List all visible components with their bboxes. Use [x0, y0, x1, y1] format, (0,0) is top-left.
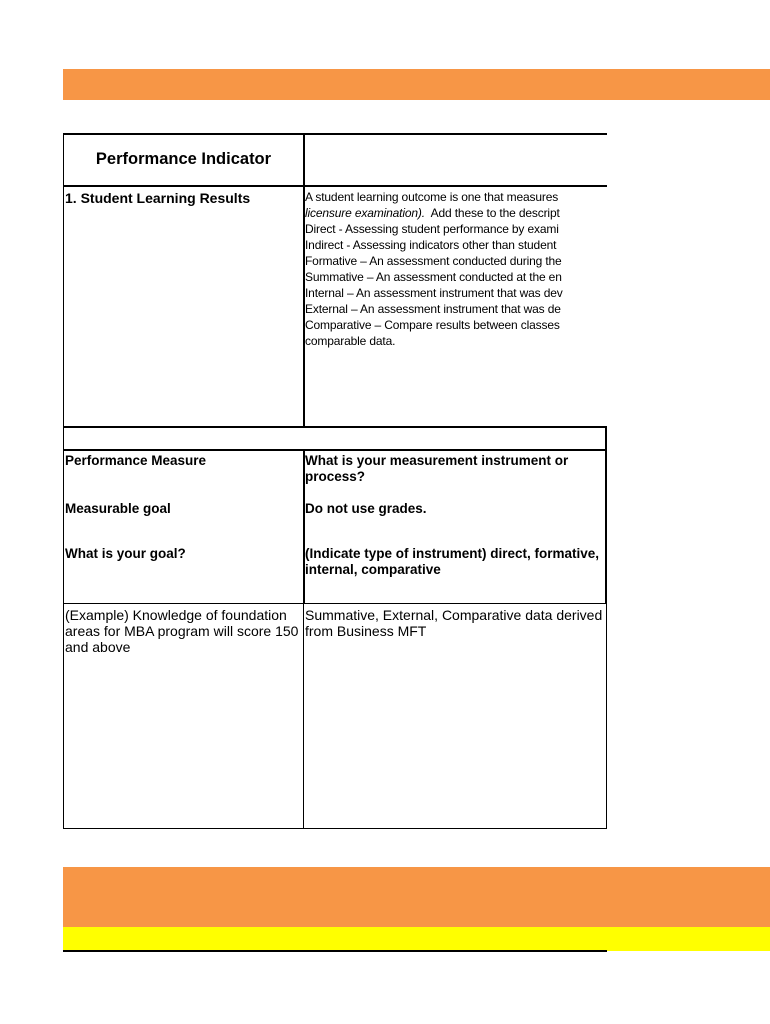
top-orange-band	[63, 69, 770, 100]
bottom-orange-band	[63, 867, 770, 927]
description-line: Direct - Assessing student performance by exami	[305, 222, 559, 236]
table-left-border	[63, 133, 64, 829]
description-line: Comparative – Compare results between classes	[305, 318, 560, 332]
table-right-border-example	[606, 603, 607, 829]
description-line: External – An assessment instrument that was de	[305, 302, 561, 316]
example-goal: (Example) Knowledge of foundation areas for MBA program will score 150 and above	[65, 607, 299, 655]
description-line	[305, 205, 606, 221]
column-divider-example	[303, 603, 304, 829]
measurement-instrument-question: What is your measurement instrument or process?	[305, 453, 569, 484]
instrument-types-note: (Indicate type of instrument) direct, formative, internal, comparative	[305, 546, 600, 577]
section-title: 1. Student Learning Results	[65, 190, 251, 206]
description-text: Add these to the descript	[424, 206, 560, 220]
description-italic: licensure examination).	[305, 206, 425, 220]
bottom-yellow-band	[63, 927, 770, 951]
example-instrument: Summative, External, Comparative data derived from Business MFT	[305, 607, 603, 639]
description-line: Summative – An assessment conducted at the en	[305, 270, 562, 284]
section-description	[305, 189, 606, 349]
performance-measure-label: Performance Measure	[65, 453, 207, 468]
description-line: Internal – An assessment instrument that was dev	[305, 286, 563, 300]
table-bottom-border	[63, 828, 607, 829]
performance-indicator-heading: Performance Indicator	[95, 150, 272, 168]
measurable-goal-label: Measurable goal	[65, 501, 171, 516]
table-right-border	[605, 426, 607, 604]
bottom-rule	[63, 950, 607, 952]
no-grades-note: Do not use grades.	[305, 501, 427, 516]
description-line: Indirect - Assessing indicators other than student	[305, 238, 557, 252]
header-bottom-border	[63, 185, 607, 187]
description-line: Formative – An assessment conducted during the	[305, 254, 562, 268]
section-bottom-border	[63, 426, 607, 428]
what-is-goal-label: What is your goal?	[65, 546, 186, 561]
measure-header-bottom-border	[63, 603, 607, 604]
spacer-bottom-border	[63, 449, 607, 451]
table-top-border	[63, 133, 607, 135]
description-line: A student learning outcome is one that measures	[305, 190, 559, 204]
description-line: comparable data.	[305, 334, 396, 348]
